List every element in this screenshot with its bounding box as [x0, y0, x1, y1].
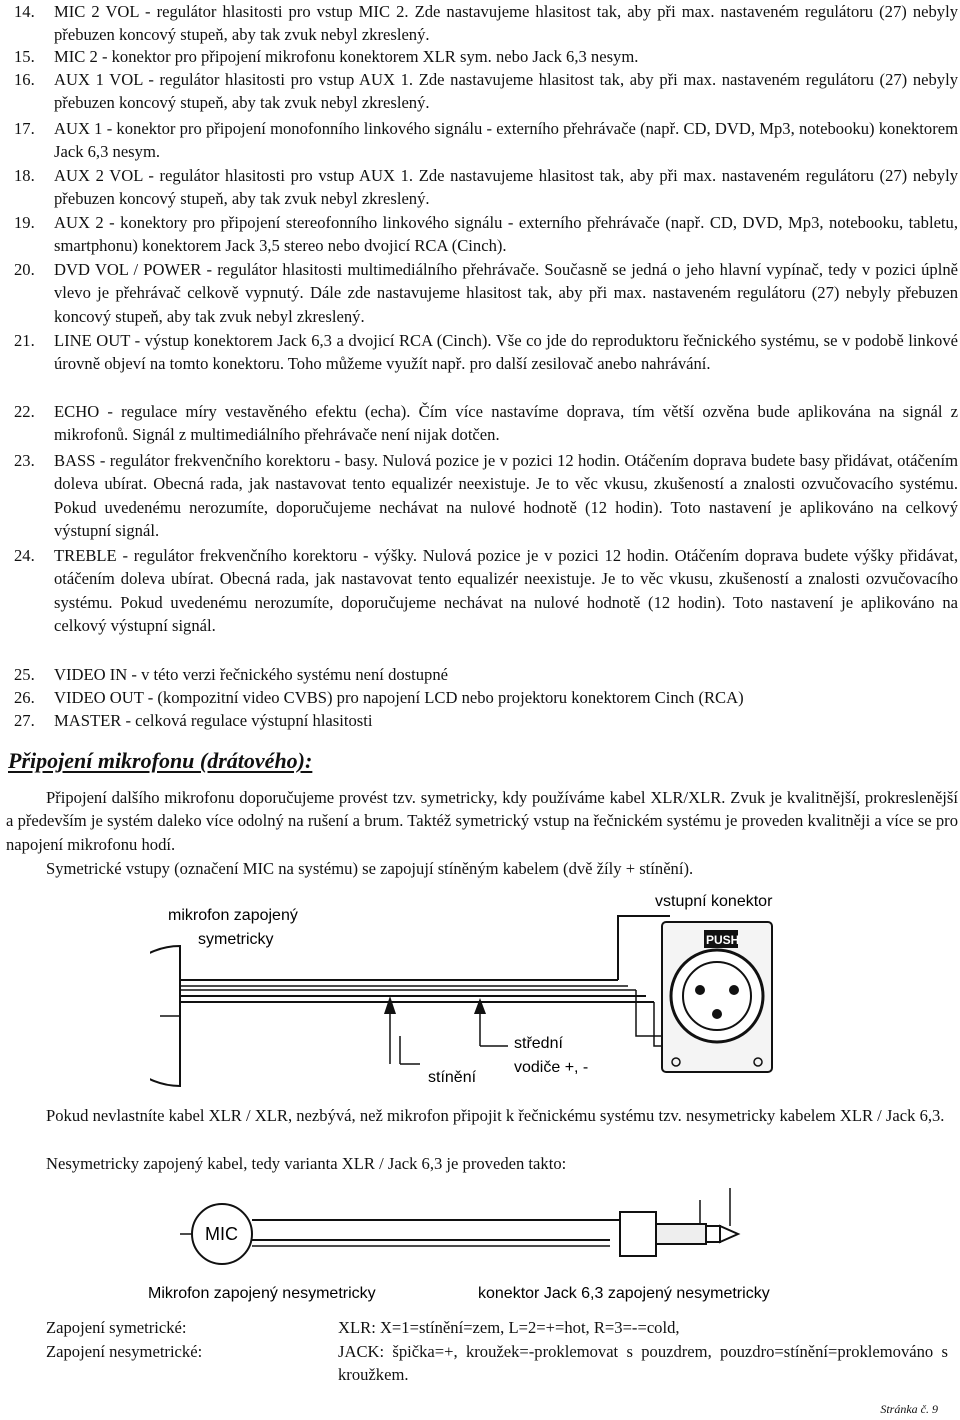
item-number: 25. [14, 665, 35, 684]
list-item [14, 686, 958, 709]
item-number: 22. [14, 402, 35, 421]
item-number: 17. [14, 119, 35, 138]
list-item [14, 68, 958, 115]
paragraph: Nesymetricky zapojený kabel, tedy varianta XLR / Jack 6,3 je proveden takto: [46, 1154, 567, 1173]
item-text: MIC 2 - konektor pro připojení mikrofonu konektorem XLR sym. nebo Jack 6,3 nesym. [54, 47, 639, 66]
connection-table [46, 1316, 958, 1386]
item-text: BASS - regulátor frekvenčního korektoru - basy. Nulová pozice je v pozici 12 hodin. Otáčením doprava budete basy přidávat, otáčením doleva ubírat. Obecná rada, jak nastavovat tento equalizér neexistuje. Je to věc vkusu, zkušeností a znalosti ozvučovacího systému. Pokud uvedenému nerozumíte, doporučujeme nechávat na nulové hodnotě (12 hodin). Toto nastavení je aplikováno na celkový výstupní signál. [54, 451, 958, 541]
jack-plug [620, 1212, 656, 1256]
wires-arrow-icon [474, 998, 486, 1014]
item-text: VIDEO IN - v této verzi řečnického systému není dostupné [54, 665, 448, 684]
label-mid-2: vodiče +, - [514, 1059, 589, 1076]
item-text: MASTER - celková regulace výstupní hlasitosti [54, 711, 373, 730]
label-left: Mikrofon zapojený nesymetricky [148, 1285, 376, 1302]
item-number: 24. [14, 546, 35, 565]
item-number: 18. [14, 166, 35, 185]
label-mic-2: symetricky [198, 931, 274, 948]
list-item [14, 449, 958, 543]
item-text: TREBLE - regulátor frekvenčního korektoru - výšky. Nulová pozice je v pozici 12 hodin. Otáčením doprava budete výšky přidávat, otáčením doleva ubírat. Obecná rada, jak nastavovat tento equalizér neexistuje. Je to věc vkusu, zkušeností a znalosti ozvučovacího systému. Pokud uvedenému nerozumíte, doporučujeme nechávat na nulové hodnotě (12 hodin). Toto nastavení je aplikováno na celkový výstupní signál. [54, 546, 958, 636]
list-item [14, 45, 958, 68]
item-number: 26. [14, 688, 35, 707]
section-heading: Připojení mikrofonu (drátového): [8, 748, 313, 773]
paragraph: Pokud nevlastníte kabel XLR / XLR, nezbývá, než mikrofon připojit k řečnickému systému tzv. nesymetricky kabelem XLR / Jack 6,3. [46, 1106, 945, 1125]
list-item [14, 258, 958, 328]
item-text: LINE OUT - výstup konektorem Jack 6,3 a dvojicí RCA (Cinch). Vše co jde do reproduktoru řečnického systému, se v podobě linkové úrovně objeví na tomto konektoru. Toho můžeme využít např. pro další zesilovač anebo nahrávání. [54, 331, 958, 374]
item-number: 15. [14, 47, 35, 66]
item-number: 21. [14, 331, 35, 350]
item-text: AUX 2 VOL - regulátor hlasitosti pro vstup AUX 1. Zde nastavujeme hlasitost tak, aby při max. nastaveném regulátoru (27) nebyly přebuzen koncový stupeň, aby tak zvuk nebyl zkreslený. [54, 166, 958, 209]
item-number: 19. [14, 213, 35, 232]
shield-arrow-icon [384, 996, 396, 1014]
connection-label: Zapojení nesymetrické: [46, 1342, 203, 1361]
paragraph: Symetrické vstupy (označení MIC na systému) se zapojují stíněným kabelem (dvě žíly + stínění). [46, 859, 694, 878]
list-item [14, 117, 958, 164]
connection-value: XLR: X=1=stínění=zem, L=2=+=hot, R=3=-=cold, [338, 1318, 680, 1337]
item-number: 16. [14, 70, 35, 89]
item-number: 27. [14, 711, 35, 730]
symmetric-wiring-diagram [150, 886, 790, 1096]
item-number: 20. [14, 260, 35, 279]
item-number: 23. [14, 451, 35, 470]
list-item [14, 663, 958, 686]
list-item [14, 0, 958, 47]
mic-label: MIC [205, 1224, 238, 1244]
item-text: AUX 1 VOL - regulátor hlasitosti pro vstup AUX 1. Zde nastavujeme hlasitost tak, aby při max. nastaveném regulátoru (27) nebyly přebuzen koncový stupeň, aby tak zvuk nebyl zkreslený. [54, 70, 958, 113]
paragraph: Připojení dalšího mikrofonu doporučujeme provést tzv. symetricky, kdy používáme kabel XLR/XLR. Zvuk je kvalitnější, prokreslenější a především je systém daleko více odolný na rušení a brum. Taktéž symetrický vstup na řečnickém systému je proveden kvalitněji a více se pro napojení mikrofonu hodí. [6, 788, 958, 854]
label-mic: mikrofon zapojený [168, 907, 298, 924]
item-text: MIC 2 VOL - regulátor hlasitosti pro vstup MIC 2. Zde nastavujeme hlasitost tak, aby při max. nastaveném regulátoru (27) nebyly přebuzen koncový stupeň, aby tak zvuk nebyl zkreslený. [54, 2, 958, 45]
list-item [14, 400, 958, 447]
item-text: ECHO - regulace míry vestavěného efektu (echa). Čím více nastavíme doprava, tím větší ozvěna bude aplikována na signál z mikrofonů. Signál z multimediálního přehrávače není nijak dotčen. [54, 402, 958, 445]
list-item [14, 329, 958, 376]
item-text: DVD VOL / POWER - regulátor hlasitosti multimediálního přehrávače. Současně se jedná o jeho hlavní vypínač, tedy v pozici úplně vlevo je přehrávač celkově vypnutý. Dále zde nastavujeme hlasitost tak, aby při max. nastaveném regulátoru (27) nebyly přebuzen koncový stupeň, aby tak zvuk nebyl zkreslený. [54, 260, 958, 326]
list-item [14, 544, 958, 638]
list-item [14, 709, 958, 732]
label-right: konektor Jack 6,3 zapojený nesymetricky [478, 1285, 770, 1302]
list-item [14, 164, 958, 211]
item-text: VIDEO OUT - (kompozitní video CVBS) pro napojení LCD nebo projektoru konektorem Cinch (RCA) [54, 688, 744, 707]
page-number: Stránka č. 9 [880, 1402, 938, 1416]
connection-label: Zapojení symetrické: [46, 1318, 187, 1337]
list-item [14, 211, 958, 258]
push-label: PUSH [706, 933, 740, 947]
label-connector: vstupní konektor [655, 893, 773, 910]
item-number: 14. [14, 2, 35, 21]
unbalanced-wiring-diagram [140, 1180, 800, 1310]
connection-value: JACK: špička=+, kroužek=-proklemovat s pouzdrem, pouzdro=stínění=proklemováno s kroužkem. [338, 1342, 948, 1385]
item-text: AUX 2 - konektory pro připojení stereofonního linkového signálu - externího přehrávače (např. CD, DVD, Mp3, notebooku, tabletu, smartphonu) konektorem Jack 3,5 stereo nebo dvojicí RCA (Cinch). [54, 213, 958, 256]
item-text: AUX 1 - konektor pro připojení monofonního linkového signálu - externího přehrávače (např. CD, DVD, Mp3, notebooku) konektorem Jack 6,3 nesym. [54, 119, 958, 162]
label-mid-1: střední [514, 1035, 563, 1052]
label-shield: stínění [428, 1069, 477, 1086]
